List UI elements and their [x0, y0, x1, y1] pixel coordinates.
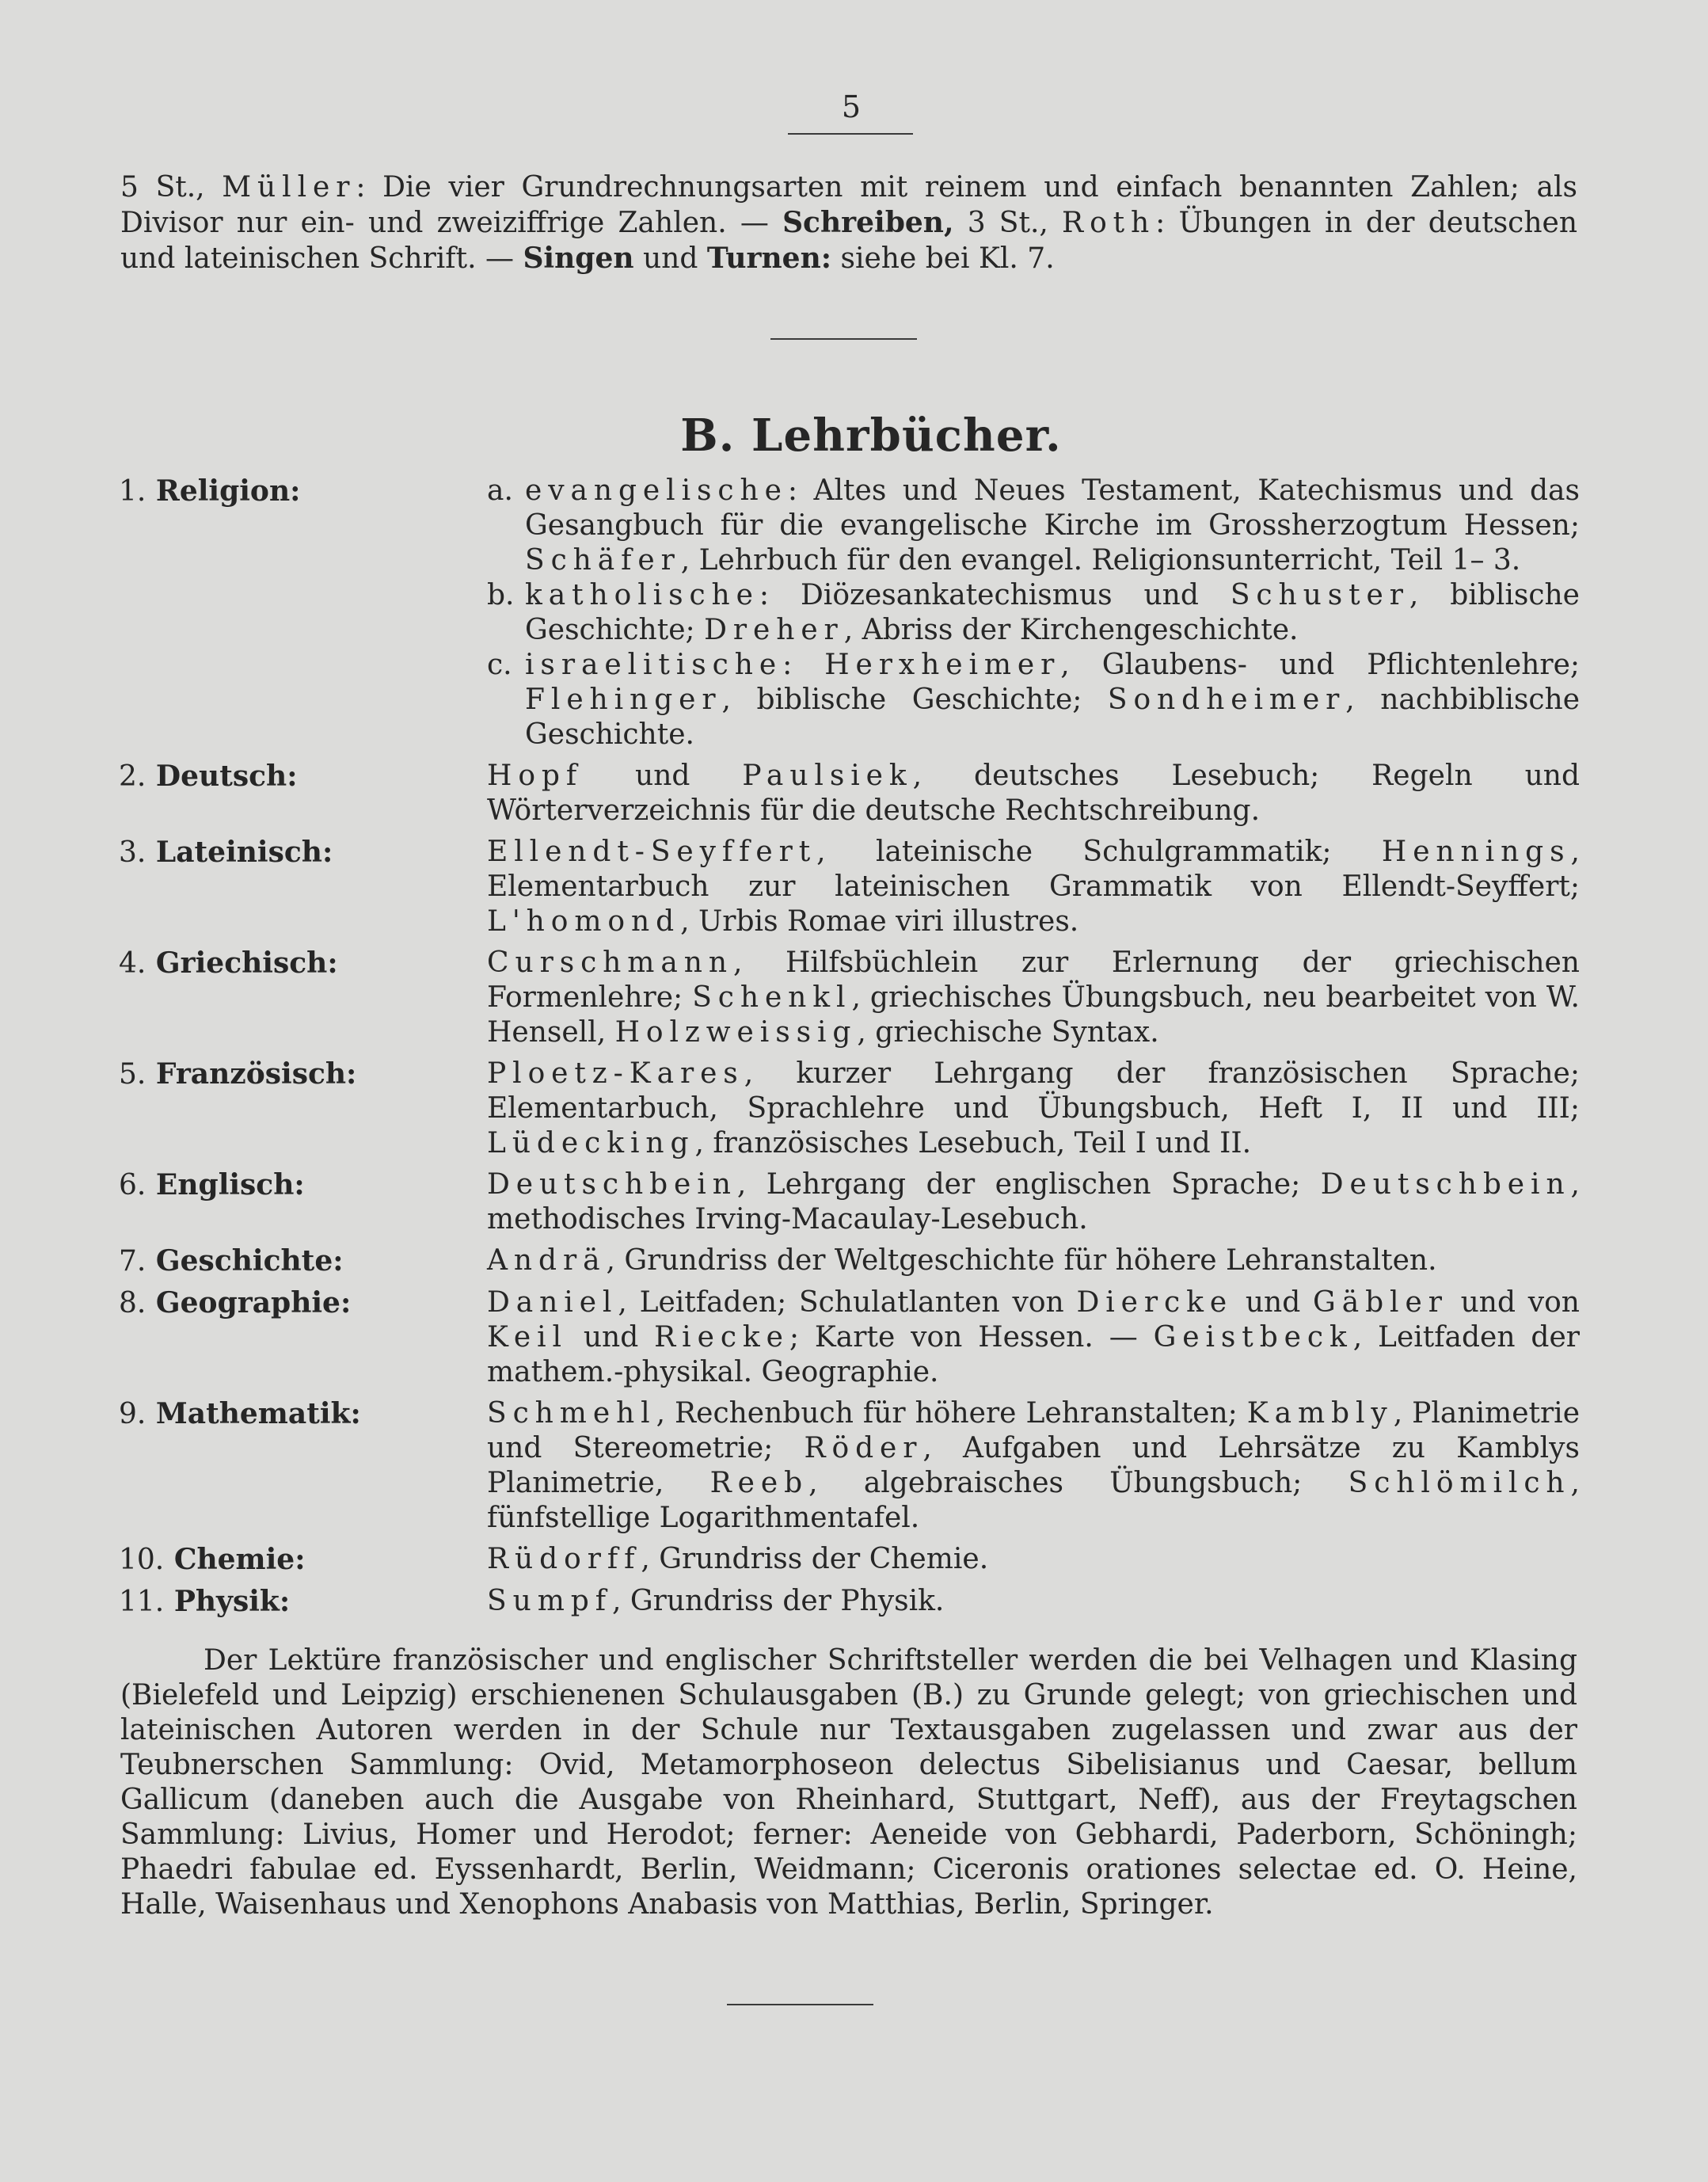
- entry-mathematik: [119, 1396, 1580, 1536]
- section-divider: [770, 338, 917, 340]
- subject-label: 10. Chemie:: [119, 1543, 306, 1576]
- entry-physik: [119, 1584, 1580, 1620]
- section-heading: B. Lehrbücher.: [680, 409, 1062, 462]
- entry-latein: [119, 835, 1580, 939]
- religion-evangelisch: a. evangelische: Altes und Neues Testament, Katechismus und das Gesangbuch für die evangelische Kirche im Grossherzogtum Hessen; Schäfer, Lehrbuch für den evangel. Religionsunterricht, Teil 1– 3.: [487, 474, 1580, 577]
- subject-label: 3. Lateinisch:: [119, 836, 333, 869]
- subject-label: 6. Englisch:: [119, 1168, 305, 1201]
- entry-content: Andrä, Grundriss der Weltgeschichte für höhere Lehranstalten.: [487, 1244, 1437, 1277]
- subject-label: 11. Physik:: [119, 1585, 291, 1618]
- entry-content: Hopf und Paulsiek, deutsches Lesebuch; Regeln und Wörterverzeichnis für die deutsche Rechtschreibung.: [487, 760, 1580, 827]
- subject-label: 7. Geschichte:: [119, 1244, 344, 1278]
- subject-turnen: Turnen:: [706, 242, 832, 275]
- religion-israelitisch: c. israelitische: Herxheimer, Glaubens- und Pflichtenlehre; Flehinger, biblische Geschichte; Sondheimer, nachbiblische Geschichte.: [487, 649, 1581, 751]
- entry-content: Deutschbein, Lehrgang der englischen Sprache; Deutschbein, methodisches Irving-Macaulay-Lesebuch.: [487, 1168, 1580, 1236]
- entry-geographie: [119, 1285, 1580, 1390]
- page-number-rule: [788, 133, 913, 135]
- bottom-divider: [727, 2004, 873, 2005]
- author-name: Roth: [1062, 207, 1156, 239]
- religion-katholisch: b. katholische: Diözesankatechismus und Schuster, biblische Geschichte; Dreher, Abriss der Kirchengeschichte.: [487, 579, 1580, 646]
- entry-content: Curschmann, Hilfsbüchlein zur Erlernung der griechischen Formenlehre; Schenkl, griechisches Übungsbuch, neu bearbeitet von W. Hensell, Holzweissig, griechische Syntax.: [487, 946, 1580, 1049]
- entry-geschichte: [119, 1243, 1580, 1279]
- entry-deutsch: [119, 759, 1580, 828]
- subject-singen: Singen: [523, 242, 634, 275]
- entry-content: Rüdorff, Grundriss der Chemie.: [487, 1543, 989, 1575]
- textbook-list: [119, 474, 1580, 1626]
- entry-religion: [119, 474, 1580, 752]
- entry-content: Daniel, Leitfaden; Schulatlanten von Diercke und Gäbler und von Keil und Riecke; Karte von Hessen. — Geistbeck, Leitfaden der mathem.-physikal. Geographie.: [487, 1286, 1580, 1388]
- entry-content: [487, 474, 1580, 752]
- page-number: 5: [841, 89, 862, 124]
- subject-label: 8. Geographie:: [119, 1286, 352, 1319]
- subject-label: 4. Griechisch:: [119, 946, 338, 980]
- subject-label: 1. Religion:: [119, 474, 301, 508]
- subject-label: 5. Französisch:: [119, 1057, 357, 1091]
- entry-content: Ploetz-Kares, kurzer Lehrgang der französischen Sprache; Elementarbuch, Sprachlehre und Übungsbuch, Heft I, II und III; Lüdecking, französisches Lesebuch, Teil I und II.: [487, 1057, 1580, 1160]
- closing-paragraph: Der Lektüre französischer und englischer Schriftsteller werden die bei Velhagen und Klasing (Bielefeld und Leipzig) erschienenen Schulausgaben (B.) zu Grunde gelegt; von griechischen und lateinischen Autoren werden in der Schule nur Textausgaben zugelassen und zwar aus der Teubnerschen Sammlung: Ovid, Metamorphoseon delectus Sibelisianus und Caesar, bellum Gallicum (daneben auch die Ausgabe von Rheinhard, Stuttgart, Neff), aus der Freytagschen Sammlung: Livius, Homer und Herodot; ferner: Aeneide von Gebhardi, Paderborn, Schöningh; Phaedri fabulae ed. Eyssenhardt, Berlin, Weidmann; Ciceronis orationes selectae ed. O. Heine, Halle, Waisenhaus und Xenophons Anabasis von Matthias, Berlin, Springer.: [120, 1644, 1577, 1921]
- entry-content: Ellendt-Seyffert, lateinische Schulgrammatik; Hennings, Elementarbuch zur lateinischen Grammatik von Ellendt-Seyffert; L'homond, Urbis Romae viri illustres.: [487, 836, 1580, 938]
- entry-franzoesisch: [119, 1057, 1580, 1161]
- entry-englisch: [119, 1167, 1580, 1237]
- author-name: Müller: [222, 171, 356, 204]
- subject-label: 9. Mathematik:: [119, 1397, 361, 1430]
- subject-schreiben: Schreiben,: [782, 206, 954, 239]
- intro-paragraph: 5 St., Müller: Die vier Grundrechnungsarten mit reinem und einfach benannten Zahlen; als Divisor nur ein- und zweiziffrige Zahlen. — Schreiben, 3 St., Roth: Übungen in der deutschen und lateinischen Schrift. — Singen und Turnen: siehe bei Kl. 7.: [120, 171, 1578, 275]
- entry-content: Schmehl, Rechenbuch für höhere Lehranstalten; Kambly, Planimetrie und Stereometrie; Röder, Aufgaben und Lehrsätze zu Kamblys Planimetrie, Reeb, algebraisches Übungsbuch; Schlömilch, fünfstellige Logarithmentafel.: [487, 1397, 1580, 1534]
- entry-chemie: [119, 1542, 1580, 1578]
- entry-griechisch: [119, 946, 1580, 1050]
- subject-label: 2. Deutsch:: [119, 760, 298, 793]
- entry-content: Sumpf, Grundriss der Physik.: [487, 1585, 945, 1617]
